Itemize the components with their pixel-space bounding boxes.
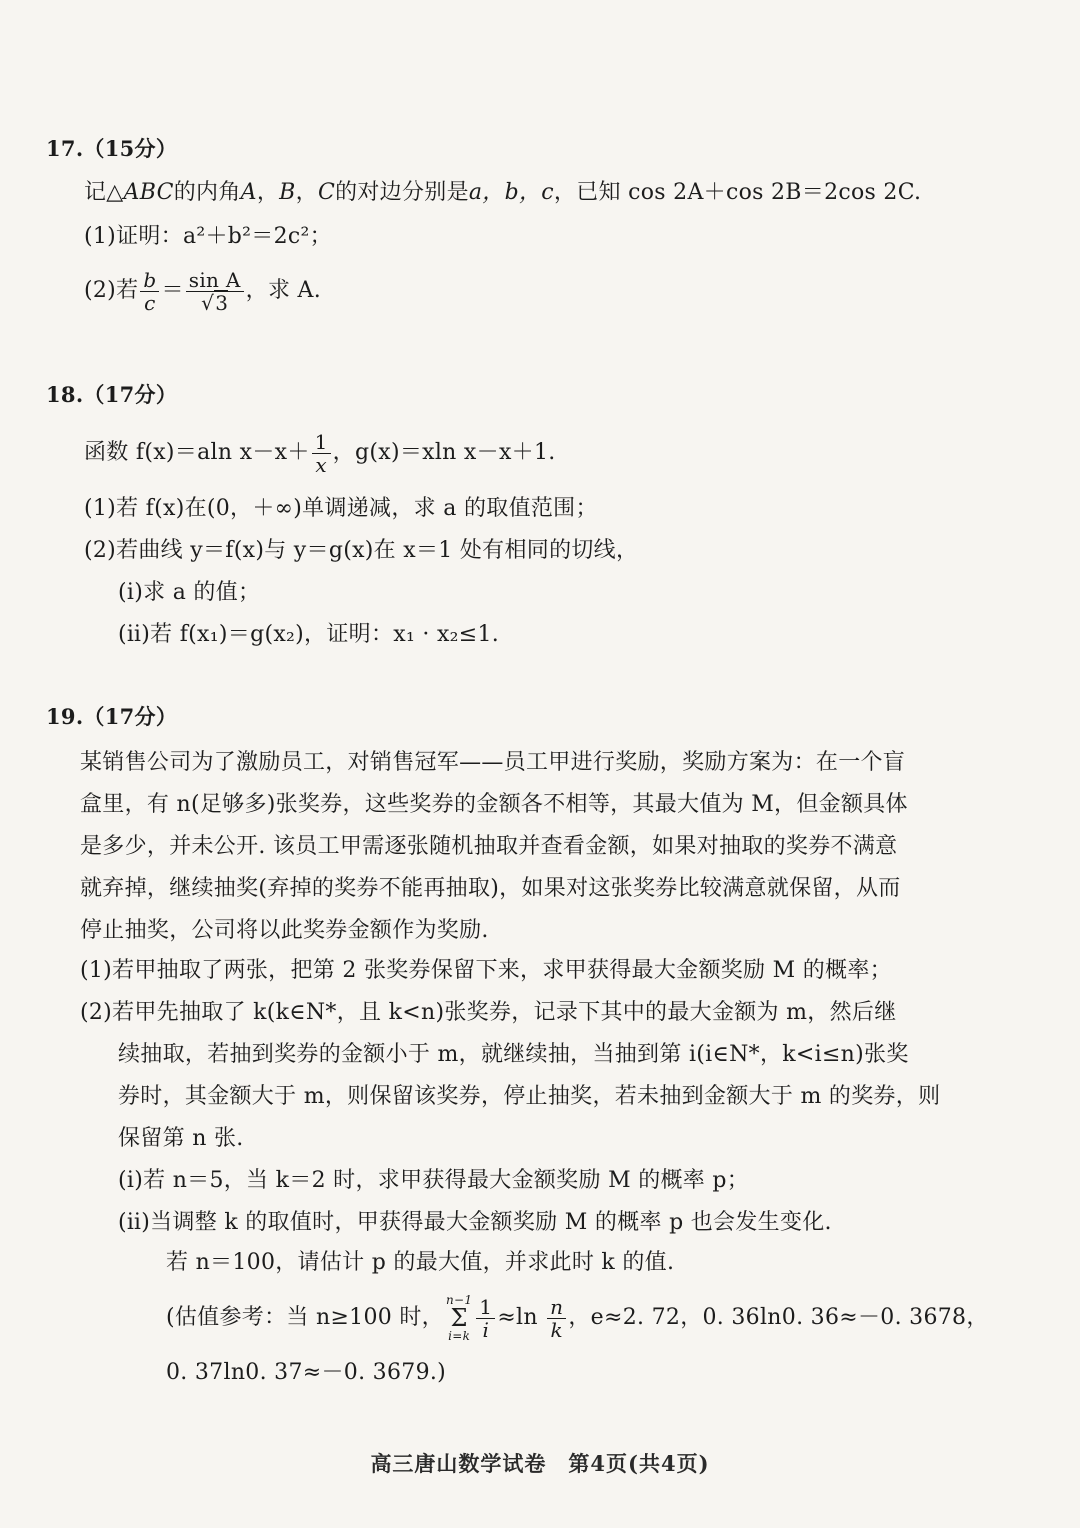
q19-part2ii-line2: 若 n＝100，请估计 p 的最大值，并求此时 k 的值. [166,1250,675,1275]
q17-part2: (2)若 $\frac{b}{c}$ ＝ $\frac{\text{sin A}}{√3}$ ，求 A. [84,267,322,315]
q19-part2ii: (ⅱ)当调整 k 的取值时，甲获得最大金额奖励 M 的概率 p 也会发生变化. [118,1210,832,1235]
q18-heading: 18.（17分） [46,382,178,407]
q19-part2i: (ⅰ)若 n＝5，当 k＝2 时，求甲获得最大金额奖励 M 的概率 p； [118,1168,750,1193]
q19-stem-line1: 某销售公司为了激励员工，对销售冠军——员工甲进行奖励，奖励方案为：在一个盲 [80,750,906,775]
q18-part2: (2)若曲线 y＝f(x)与 y＝g(x)在 x＝1 处有相同的切线， [84,538,639,563]
q19-part1: (1)若甲抽取了两张，把第 2 张奖券保留下来，求甲获得最大金额奖励 M 的概率； [80,958,892,983]
fraction-sinA-over-sqrt3: $\frac{\text{sin A}}{√3}$ [186,269,244,314]
q17-heading: 17.（15分） [46,136,178,161]
summation-symbol: n−1 Σ i=k [445,1293,473,1343]
q17-part1: (1)证明：a²＋b²＝2c²； [84,224,332,249]
fraction-1-over-x: $\frac{1}{x}$ [312,431,331,476]
q18-function: 函数 f(x)＝aln x－x＋ $\frac{1}{x}$ ，g(x)＝xln x－x＋1. [84,429,556,477]
q18-part1: (1)若 f(x)在(0，＋∞)单调递减，求 a 的取值范围； [84,496,598,521]
q19-reference: (估值参考：当 n≥100 时， n−1 Σ i=k $\frac{1}{i}$ ≈ln $\frac{n}{k}$ ，e≈2. 72，0. 36ln0. 36≈－0. 3678， [166,1293,989,1343]
q19-stem-line2: 盒里，有 n(足够多)张奖券，这些奖券的金额各不相等，其最大值为 M，但金额具体 [80,792,908,817]
q19-part2-line4: 保留第 n 张. [118,1126,244,1151]
q19-part2-line2: 续抽取，若抽到奖券的金额小于 m，就继续抽，当抽到第 i(i∈N*，k<i≤n)张奖 [118,1042,909,1067]
q19-part2-line3: 券时，其金额大于 m，则保留该奖券，停止抽奖，若未抽到金额大于 m 的奖券，则 [118,1084,941,1109]
fraction-1-over-i: $\frac{1}{i}$ [476,1296,495,1341]
q17-stem: 记△ABC的内角A，B，C的对边分别是a，b，c，已知 cos 2A＋cos 2B＝2cos 2C. [84,180,922,205]
q18-part2ii: (ⅱ)若 f(x₁)＝g(x₂)，证明：x₁ · x₂≤1. [118,622,500,647]
q19-stem-line4: 就弃掉，继续抽奖(弃掉的奖券不能再抽取)，如果对这张奖券比较满意就保留，从而 [80,876,901,901]
page-footer: 高三唐山数学试卷 第4页(共4页) [370,1451,710,1476]
q19-stem-line5: 停止抽奖，公司将以此奖券金额作为奖励. [80,918,489,943]
q19-part2-line1: (2)若甲先抽取了 k(k∈N*，且 k<n)张奖券，记录下其中的最大金额为 m，然后继 [80,1000,897,1025]
fraction-b-over-c: $\frac{b}{c}$ [140,269,159,314]
q19-stem-line3: 是多少，并未公开. 该员工甲需逐张随机抽取并查看金额，如果对抽取的奖券不满意 [80,834,898,859]
fraction-n-over-k: $\frac{n}{k}$ [547,1296,566,1341]
q19-heading: 19.（17分） [46,704,178,729]
q18-part2i: (ⅰ)求 a 的值； [118,580,261,605]
q19-reference-line2: 0. 37ln0. 37≈－0. 3679.) [166,1360,447,1385]
